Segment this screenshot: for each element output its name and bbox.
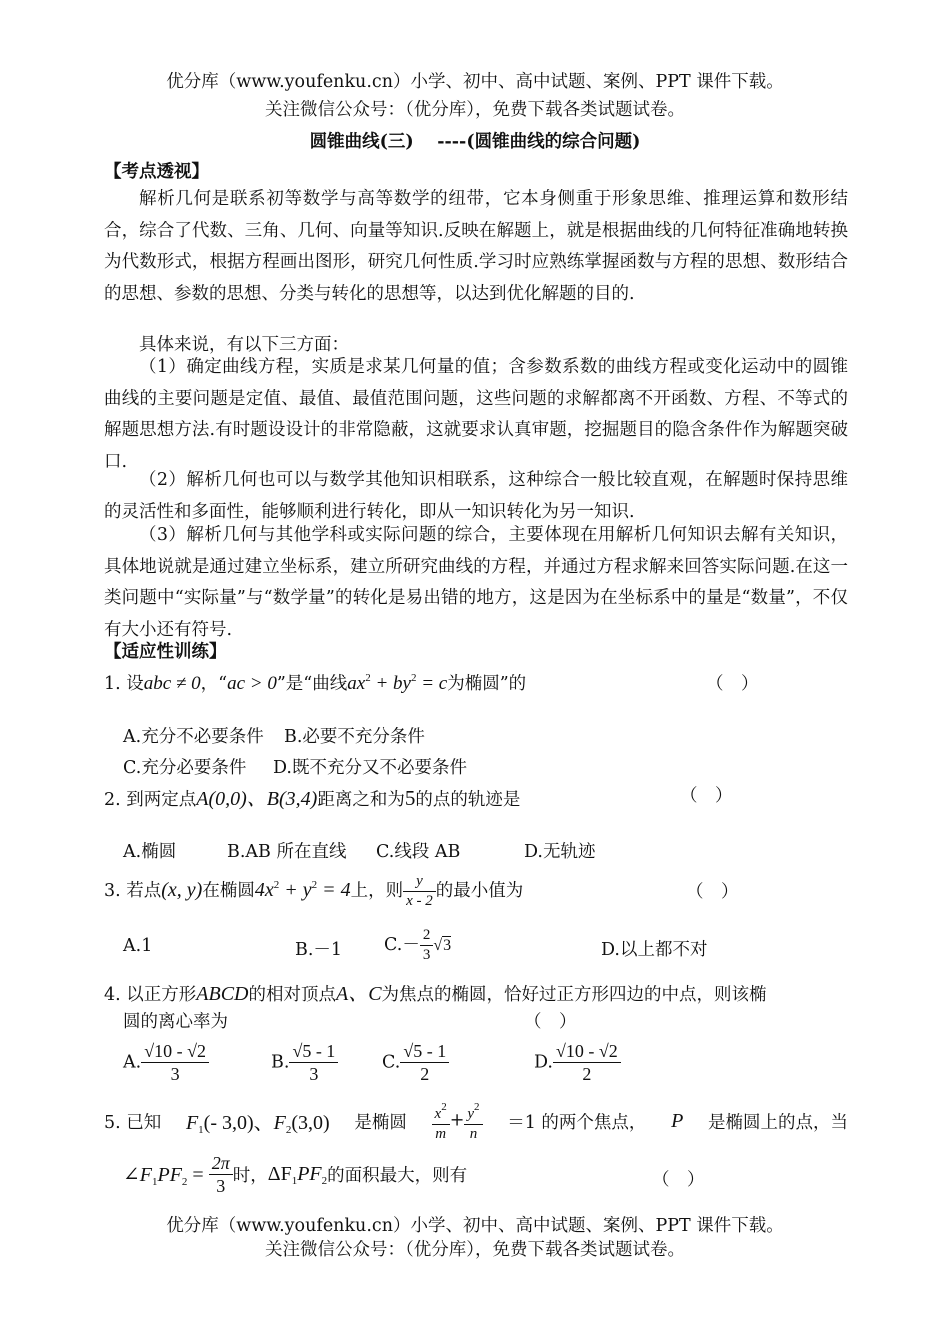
paragraph-intro: 解析几何是联系初等数学与高等数学的纽带，它本身侧重于形象思维、推理运算和数形结合，综合了代数、三角、几何、向量等知识.反映在解题上，就是根据曲线的几何特征准确地转换为代数形式，根据方程画出图形，研究几何性质.学习时应熟练掌握函数与方程的思想、数形结合的思想、参数的思想、分类与转化的思想等，以达到优化解题的目的.: [104, 189, 848, 304]
q2-option-b: B.AB 所在直线: [227, 842, 347, 862]
q3-answer-blank: （ ）: [686, 882, 739, 902]
q4-option-d: D. $\frac{√10 - √2}{2}$: [534, 1040, 621, 1085]
paragraph-aspect-2: （2）解析几何也可以与数学其他知识相联系，这种综合一般比较直观，在解题时保持思维的灵活性和多面性，能够顺利进行转化，即从一知识转化为另一知识.: [104, 470, 848, 522]
paragraph-aspect-3: （3）解析几何与其他学科或实际问题的综合，主要体现在用解析几何知识去解有关知识，具体地说就是通过建立坐标系，建立所研究曲线的方程，并通过方程求解来回答实际问题.在这一类问题中“实际量”与“数学量”的转化是易出错的地方，这是因为在坐标系中的量是“数量”，不仅有大小还有符号.: [104, 525, 848, 640]
q1-option-c: C.充分必要条件: [123, 758, 247, 778]
q5-point-p: P: [671, 1109, 684, 1132]
q5-answer-blank: （ ）: [652, 1170, 705, 1190]
q3-point: (x, y): [161, 879, 203, 901]
q2-option-a: A.椭圆: [123, 842, 177, 862]
question-5-condition: $\angle F_1PF_2$ = $\frac{2\pi}{3}$ 时，$\Delta F_1PF_2$的面积最大，则有: [123, 1153, 468, 1196]
question-4-stem-line2: 圆的离心率为: [123, 1012, 228, 1032]
question-4-stem: 4. 以正方形ABCD的相对顶点A、C为焦点的椭圆，恰好过正方形四边的中点，则该椭: [104, 983, 767, 1005]
q2-points: A(0,0)、B(3,4): [196, 788, 318, 810]
q1-condition-ac: ac > 0: [227, 673, 277, 694]
q1-option-b: B.必要不充分条件: [284, 727, 425, 747]
question-1-stem: 1. 设abc ≠ 0，“ac > 0”是“曲线$ax^2 + by^2 = c$为椭圆”的: [104, 672, 527, 694]
q4-square-name: ABCD: [196, 983, 249, 1005]
q1-equation: $ax^2 + by^2 = c$: [347, 672, 448, 694]
question-5-stem: 5. 已知 $F_1(-$ 3,0)、$F_2(3,0)$ 是椭圆 $\frac{x^2}{m}$ + $\frac{y^2}{n}$ ＝1 的两个焦点， P 是椭圆上的点，当: [104, 1098, 848, 1144]
q1-answer-blank: （ ）: [706, 674, 759, 694]
footer-line-2: 关注微信公众号：（优分库），免费下载各类试题试卷。: [265, 1240, 685, 1260]
q4-answer-blank: （ ）: [524, 1012, 577, 1032]
q4-option-c: C. $\frac{√5 - 1}{2}$: [382, 1040, 449, 1085]
q1-condition-abc: abc ≠ 0: [143, 673, 201, 694]
paragraph-three-aspects: 具体来说，有以下三方面：: [139, 335, 349, 355]
q3-ellipse-equation: $4x^2 + y^2 = 4$: [254, 879, 351, 901]
q4-option-b: B. $\frac{√5 - 1}{3}$: [271, 1040, 338, 1085]
section-heading-kaodian: 【考点透视】: [104, 162, 209, 182]
q3-option-a: A.1: [123, 936, 153, 956]
question-2-stem: 2. 到两定点A(0,0)、B(3,4)距离之和为5的点的轨迹是: [104, 786, 521, 810]
section-heading-training: 【适应性训练】: [104, 642, 227, 662]
page-title: 圆锥曲线(三) ----(圆锥曲线的综合问题): [309, 132, 641, 152]
q5-angle-fraction: $\frac{2\pi}{3}$: [209, 1152, 233, 1197]
q3-option-b: B.－1: [295, 940, 343, 960]
header-line-2: 关注微信公众号：（优分库），免费下载各类试题试卷。: [265, 100, 685, 120]
footer-line-1: 优分库（www.youfenku.cn）小学、初中、高中试题、案例、PPT 课件下载。: [166, 1216, 784, 1236]
q3-option-c: C.－ $\frac{2}{3}$ √3: [384, 927, 452, 963]
question-3-stem: 3. 若点(x, y)在椭圆$4x^2 + y^2 = 4$上，则 $\frac{y}{x - 2}$ 的最小值为: [104, 873, 524, 909]
q3-option-d: D.以上都不对: [601, 940, 708, 960]
q5-focus-1: $F_1(-$ 3,0)、$F_2(3,0)$: [185, 1112, 330, 1136]
q2-answer-blank: （ ）: [680, 786, 733, 806]
header-line-1: 优分库（www.youfenku.cn）小学、初中、高中试题、案例、PPT 课件下载。: [166, 72, 784, 92]
q2-option-d: D.无轨迹: [524, 842, 596, 862]
q1-option-d: D.既不充分又不必要条件: [273, 758, 467, 778]
q3-fraction: $\frac{y}{x - 2}$: [403, 872, 436, 911]
q1-option-a: A.充分不必要条件: [123, 727, 264, 747]
paragraph-aspect-1: （1）确定曲线方程，实质是求某几何量的值；含参数系数的曲线方程或变化运动中的圆锥曲线的主要问题是定值、最值、最值范围问题，这些问题的求解都离不开函数、方程、不等式的解题思想方法.有时题设设计的非常隐蔽，这就要求认真审题，挖掘题目的隐含条件作为解题突破口.: [104, 357, 848, 472]
q5-ellipse-equation: $\frac{x^2}{m}$ + $\frac{y^2}{n}$: [432, 1098, 483, 1144]
q2-option-c: C.线段 AB: [376, 842, 461, 862]
q4-vertices: A、C: [335, 983, 382, 1005]
q4-option-a: A. $\frac{√10 - √2}{3}$: [123, 1040, 209, 1085]
q2-distance-value: 5: [404, 786, 416, 810]
